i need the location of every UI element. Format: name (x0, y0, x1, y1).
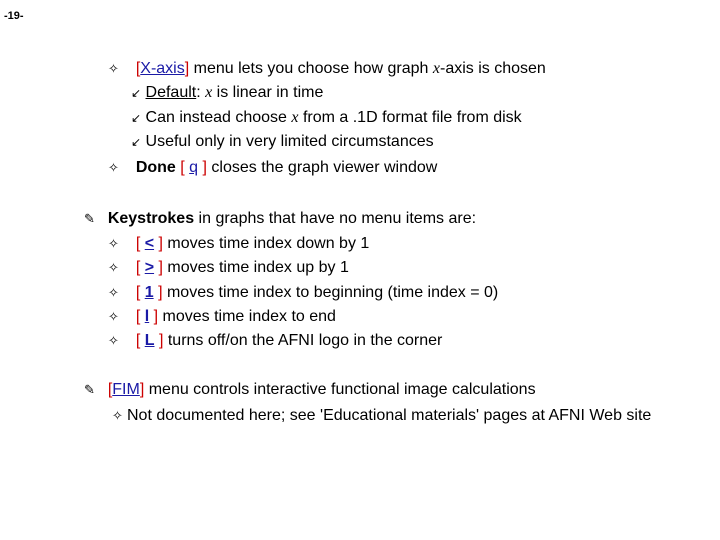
bracket-close: ] (158, 284, 163, 301)
xaxis-bracket-open: [ (135, 60, 141, 77)
fim-sub-bullet-icon-wrap (112, 406, 123, 426)
xaxis-sub1-label: Default (145, 84, 197, 101)
arrow-icon: ↙ (131, 111, 142, 125)
keystrokes-heading-line (84, 209, 476, 229)
xaxis-key: X-axis (140, 60, 185, 77)
fim-bracket-close: ] (139, 381, 145, 398)
done-bracket-open: [ (180, 159, 185, 176)
keystroke-item (108, 283, 498, 303)
xaxis-bullet (108, 59, 546, 79)
bracket-close: ] (153, 308, 159, 325)
xaxis-sub1 (131, 83, 323, 103)
diamond-icon: ✧ (108, 309, 119, 324)
done-text: closes the graph viewer window (206, 159, 438, 176)
fim-key: FIM (112, 381, 140, 398)
bracket-open: [ (135, 332, 141, 349)
diamond-icon: ✧ (108, 61, 119, 76)
keystroke-key: L (144, 332, 155, 349)
diamond-icon: ✧ (108, 333, 119, 348)
arrow-icon: ↙ (131, 135, 142, 149)
keystroke-item (108, 234, 369, 254)
done-bullet (108, 158, 437, 178)
keystroke-key: > (144, 259, 155, 276)
done-bracket-close: ] (202, 159, 207, 176)
keystroke-desc: moves time index up by 1 (162, 259, 349, 276)
keystroke-item (108, 307, 336, 327)
bracket-close: ] (158, 259, 163, 276)
keystroke-key: 1 (144, 284, 154, 301)
xaxis-sub3 (131, 132, 434, 152)
diamond-icon: ✧ (108, 260, 119, 275)
keystrokes-intro: in graphs that have no menu items are: (194, 210, 477, 227)
keystroke-key: l (144, 308, 150, 325)
bracket-close: ] (158, 332, 164, 349)
fim-bracket-open: [ (107, 381, 113, 398)
xaxis-sub1-rest: is linear in time (212, 84, 324, 101)
diamond-icon: ✧ (112, 408, 123, 423)
bracket-open: [ (135, 259, 141, 276)
keystroke-desc: moves time index to beginning (time index = 0) (162, 284, 499, 301)
done-label: Done (135, 159, 176, 176)
xaxis-sub2-a: Can instead choose (145, 109, 292, 126)
bracket-open: [ (135, 284, 141, 301)
xaxis-text-b: -axis is chosen (439, 60, 546, 77)
diamond-icon: ✧ (108, 285, 119, 300)
diamond-icon: ✧ (108, 160, 119, 175)
pencil-icon: ✎ (84, 211, 95, 226)
bracket-close: ] (158, 235, 163, 252)
keystroke-item (108, 258, 349, 278)
page-number: -19- (4, 10, 24, 22)
xaxis-sub3-text: Useful only in very limited circumstances (145, 133, 434, 150)
xaxis-var-x: x (432, 60, 440, 77)
keystroke-desc: moves time index down by 1 (162, 235, 370, 252)
xaxis-sub2-x: x (291, 109, 299, 126)
bracket-open: [ (135, 235, 141, 252)
pencil-icon: ✎ (84, 382, 95, 397)
xaxis-sub1-x: x (205, 84, 213, 101)
done-key: q (189, 159, 199, 176)
keystroke-desc: moves time index to end (158, 308, 336, 325)
keystroke-desc: turns off/on the AFNI logo in the corner (163, 332, 443, 349)
keystroke-key: < (144, 235, 155, 252)
xaxis-sub2-b: from a .1D format file from disk (298, 109, 522, 126)
bracket-open: [ (135, 308, 141, 325)
xaxis-sub2 (131, 108, 522, 128)
keystroke-item (108, 331, 442, 351)
arrow-icon: ↙ (131, 86, 142, 100)
diamond-icon: ✧ (108, 236, 119, 251)
xaxis-bracket-close: ] (184, 60, 190, 77)
keystrokes-heading: Keystrokes (107, 210, 195, 227)
fim-line (84, 380, 536, 400)
fim-sub: Not documented here; see 'Educational materials' pages at AFNI Web site (127, 407, 652, 424)
xaxis-sub1-colon: : (196, 84, 206, 101)
fim-text: menu controls interactive functional image calculations (144, 381, 536, 398)
xaxis-text-a: menu lets you choose how graph (189, 60, 433, 77)
